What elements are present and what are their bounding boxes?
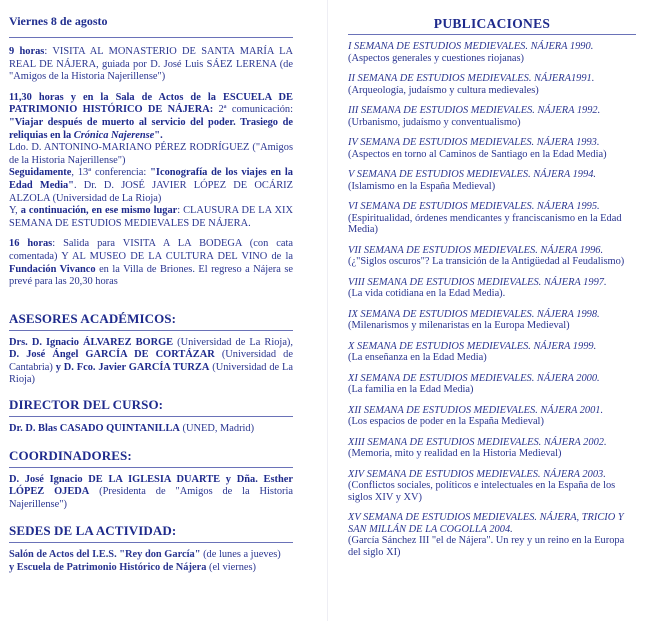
asesor-2-aff: (Universidad de Cantabria) [9,349,293,373]
asesores-rule [9,330,293,331]
publications-column [348,16,636,567]
asesor-3-aff: (Universidad de La Rioja) [9,361,293,386]
publication-name: V SEMANA DE ESTUDIOS MEDIEVALES. NÁJERA 1994. [348,169,596,180]
publication-item [348,373,636,396]
publication-item [348,512,636,558]
asesor-and: y [55,361,64,373]
publication-subtitle: (Espiritualidad, órdenes mendicantes y franciscanismo en la Edad Media) [348,212,622,235]
closing-pre: Y, [9,205,21,217]
fundacion-vivanco: Fundación Vivanco [9,263,96,275]
publication-item [348,469,636,504]
asesor-2: D. José Ángel GARCÍA DE CORTÁZAR [9,349,215,361]
sedes-rule [9,542,293,543]
publication-subtitle: (La vida cotidiana en la Edad Media). [348,288,506,299]
publication-name: XI SEMANA DE ESTUDIOS MEDIEVALES. NÁJERA 2000. [348,372,600,384]
publication-subtitle: (Aspectos en torno al Caminos de Santiago en la Edad Media) [348,148,607,160]
time-9h: 9 horas [9,46,45,57]
publications-list [348,41,636,558]
conference-speaker: . Dr. D. JOSÉ JAVIER LÓPEZ DE OCÁRIZ ALZOLA (Universidad de La Rioja) [9,179,293,204]
director-rule [9,416,293,417]
publication-item [348,277,636,300]
sede-1-note: (de lunes a jueves) [200,549,281,561]
sede-2-name: y Escuela de Patrimonio Histórico de Nájera [9,562,207,574]
sede-1 [9,549,293,562]
publication-item [348,437,636,460]
publication-subtitle: (Arqueología, judaísmo y cultura medievales) [348,84,539,96]
conference-title: "Iconografía de los viajes en la Edad Media" [9,167,293,191]
time-16h: 16 horas [9,238,53,250]
publication-item [348,405,636,428]
director-title: DIRECTOR DEL CURSO: [9,397,164,413]
publication-subtitle: (Los espacios de poder en la España Medieval) [348,416,544,427]
communication-title: "Viajar después de muerto al servicio del poder. Trasiego de reliquias en la [9,116,293,141]
publication-subtitle: (Urbanismo, judaísmo y conventualismo) [348,116,521,128]
publication-subtitle: (Islamismo en la España Medieval) [348,180,496,192]
program-text-16h-b: en la Villa de Briones. El regreso a Nájera se prevé para las 20,30 horas [9,263,293,288]
coordinadores-names: D. José Ignacio DE LA IGLESIA DUARTE y Dña. Esther LÓPEZ OJEDA [9,473,293,498]
conference-number: , 13ª conferencia: [71,167,151,179]
publication-name: IV SEMANA DE ESTUDIOS MEDIEVALES. NÁJERA 1993. [348,137,600,148]
center-fold [327,0,328,621]
asesores-title: ASESORES ACADÉMICOS: [9,310,177,326]
communication-title-end: ". [154,129,163,141]
time-1130h: 11,30 horas y en la Sala de Actos de la ESCUELA DE PATRIMONIO HISTÓRICO DE NÁJERA: [9,91,293,116]
publications-title: PUBLICACIONES [433,16,551,31]
asesor-3: D. Fco. Javier GARCÍA TURZA [63,361,210,373]
asesor-1: Drs. D. Ignacio ÁLVAREZ BORGE [9,336,174,348]
sedes-title: SEDES DE LA ACTIVIDAD: [9,523,177,539]
publication-name: XIII SEMANA DE ESTUDIOS MEDIEVALES. NÁJERA 2002. [348,436,607,448]
publication-subtitle: (Conflictos sociales, políticos e intelectuales en la España de los siglos XIV y XV) [348,480,616,503]
publication-item [348,137,636,160]
publication-item [348,169,636,192]
publication-name: I SEMANA DE ESTUDIOS MEDIEVALES. NÁJERA 1990. [348,41,594,52]
program-item-9h [9,46,293,84]
publication-subtitle: (Milenarismos y milenaristas en la Europa Medieval) [348,320,570,331]
publication-subtitle: (Aspectos generales y cuestiones riojanas) [348,52,525,64]
publication-item [348,105,636,128]
publication-name: X SEMANA DE ESTUDIOS MEDIEVALES. NÁJERA 1999. [348,340,597,352]
publication-name: VII SEMANA DE ESTUDIOS MEDIEVALES. NÁJERA 1996. [348,244,604,256]
closing-text: : CLAUSURA DE LA XIX SEMANA DE ESTUDIOS MEDIEVALES DE NÁJERA. [9,205,294,229]
publication-subtitle: (¿"Siglos oscuros"? La transición de la Antigüedad al Feudalismo) [348,256,625,267]
program-item-1130h [9,92,293,231]
publication-subtitle: (Memoria, mito y realidad en la Historia Medieval) [348,448,562,459]
publication-item [348,341,636,364]
coordinadores-title: COORDINADORES: [9,447,132,463]
publication-item [348,201,636,236]
publication-item [348,245,636,268]
publication-name: XV SEMANA DE ESTUDIOS MEDIEVALES. NÁJERA, TRICIO Y SAN MILLÁN DE LA COGOLLA 2004. [348,512,624,535]
sede-2 [9,562,293,575]
publication-name: VI SEMANA DE ESTUDIOS MEDIEVALES. NÁJERA 1995. [348,201,600,212]
sede-2-note: (el viernes) [206,562,257,574]
day-heading-rule [9,37,293,38]
publication-name: XII SEMANA DE ESTUDIOS MEDIEVALES. NÁJERA 2001. [348,404,604,416]
program-column [9,14,293,575]
publication-subtitle: (La familia en la Edad Media) [348,384,474,395]
program-text-16h-a: : Salida para VISITA A LA BODEGA (con cata comentada) Y AL MUSEO DE LA CULTURA DEL VINO de la [9,238,293,262]
publication-item [348,41,636,64]
publications-rule [348,34,636,35]
coordinadores-aff: (Presidenta de "Amigos de la Historia Najerillense") [9,486,293,510]
publication-item [348,309,636,332]
publication-name: IX SEMANA DE ESTUDIOS MEDIEVALES. NÁJERA 1998. [348,308,600,320]
publication-name: II SEMANA DE ESTUDIOS MEDIEVALES. NÁJERA1991. [348,73,595,84]
publication-item [348,73,636,96]
director-aff: (UNED, Madrid) [179,423,255,435]
coordinadores-text [9,474,293,512]
publication-name: VIII SEMANA DE ESTUDIOS MEDIEVALES. NÁJERA 1997. [348,276,607,288]
seguidamente-lead: Seguidamente [9,167,72,179]
publication-subtitle: (García Sánchez III "el de Nájera". Un rey y un reino en la Europa del siglo XI) [348,535,625,558]
program-text-9h: : VISITA AL MONASTERIO DE SANTA MARÍA LA REAL DE NÁJERA, guiada por D. José Luis SÁEZ LERENA (de "Amigos de la Historia Najerillense") [9,46,293,83]
program-item-16h [9,238,293,288]
director-name: Dr. D. Blas CASADO QUINTANILLA [9,423,180,435]
day-heading: Viernes 8 de agosto [9,14,108,28]
publication-name: III SEMANA DE ESTUDIOS MEDIEVALES. NÁJERA 1992. [348,105,601,116]
sede-1-name: Salón de Actos del I.E.S. "Rey don García" [9,549,201,561]
communication-speaker: Ldo. D. ANTONINO-MARIANO PÉREZ RODRÍGUEZ ("Amigos de la Historia Najerillense") [9,142,293,166]
asesores-list [9,337,293,387]
asesor-1-aff: (Universidad de La Rioja), [173,336,293,348]
publication-name: XIV SEMANA DE ESTUDIOS MEDIEVALES. NÁJERA 2003. [348,468,606,480]
publication-subtitle: (La enseñanza en la Edad Media) [348,352,487,363]
communication-number: 2ª comunicación: [213,104,293,116]
cronica-najerense: Crónica Najerense [73,129,155,141]
closing-lead: a continuación, en ese mismo lugar [20,205,178,217]
coordinadores-rule [9,467,293,468]
director-text [9,423,293,436]
